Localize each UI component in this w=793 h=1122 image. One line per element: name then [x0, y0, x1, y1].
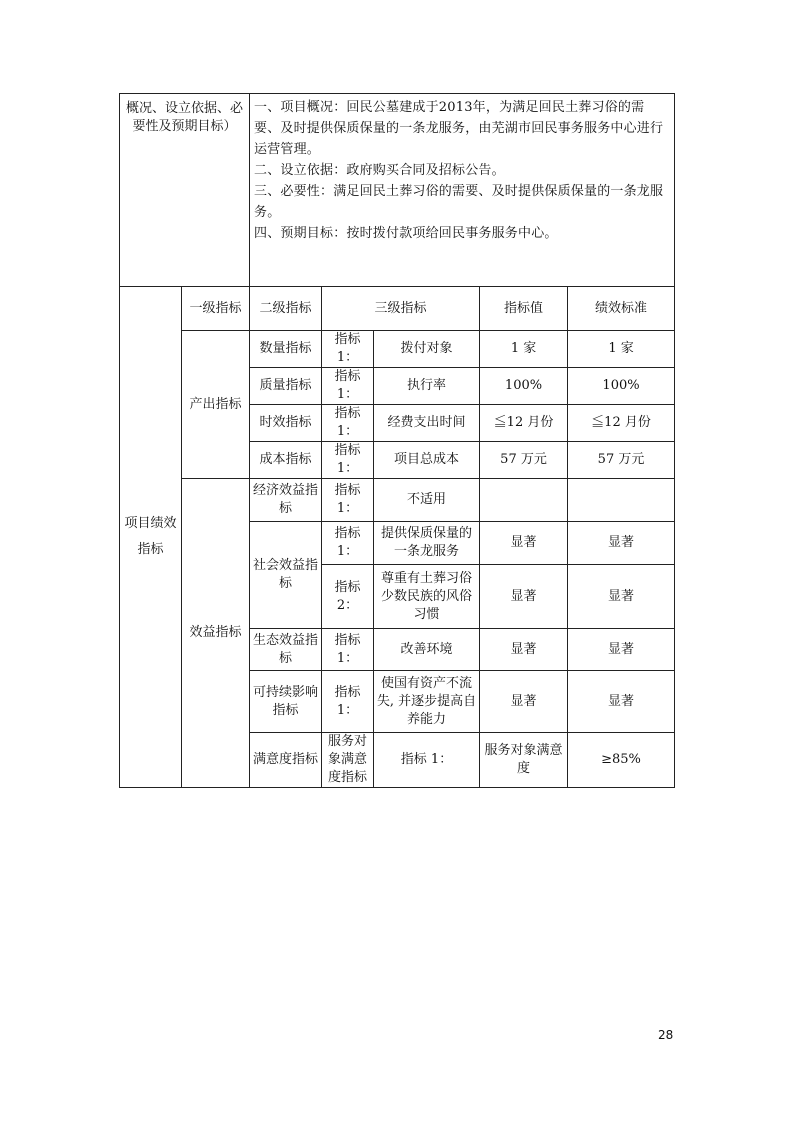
- row-l2: 经济效益指标: [250, 479, 322, 522]
- row-l2: 社会效益指标: [250, 522, 322, 629]
- overview-table: [119, 93, 675, 287]
- performance-indicator-table: [119, 286, 675, 788]
- row-l3: 不适用: [374, 479, 480, 522]
- row-l3: 经费支出时间: [374, 405, 480, 442]
- row-standard: 显著: [568, 671, 675, 733]
- row-value: 显著: [480, 565, 568, 629]
- row-idx: 指标 1：: [322, 405, 374, 442]
- header-level2: 二级指标: [250, 287, 322, 331]
- row-value: 显著: [480, 671, 568, 733]
- group-benefit: 效益指标: [182, 479, 250, 788]
- row-l3: 执行率: [374, 368, 480, 405]
- row-l2: 可持续影响指标: [250, 671, 322, 733]
- row-l2: 时效指标: [250, 405, 322, 442]
- section-label: 项目绩效指标: [120, 287, 182, 788]
- overview-label: 概况、设立依据、必要性及预期目标）: [120, 94, 250, 287]
- row-idx: 指标 1：: [322, 479, 374, 522]
- header-value: 指标值: [480, 287, 568, 331]
- overview-line: 一、项目概况：回民公墓建成于2013年，为满足回民土葬习俗的需要、及时提供保质保量的一条龙服务，由芜湖市回民事务服务中心进行运营管理。: [254, 100, 664, 157]
- row-idx: 指标 1：: [322, 629, 374, 671]
- row-value: ≦12 月份: [480, 405, 568, 442]
- row-value: 显著: [480, 522, 568, 565]
- row-l2: 服务对象满意度指标: [322, 733, 374, 788]
- row-l3: 服务对象满意度: [480, 733, 568, 788]
- row-standard: 显著: [568, 522, 675, 565]
- page-number: 28: [658, 1028, 674, 1042]
- row-l2: 数量指标: [250, 331, 322, 368]
- overview-line: 二、设立依据：政府购买合同及招标公告。: [254, 163, 505, 178]
- row-l2: 质量指标: [250, 368, 322, 405]
- overview-line: 三、必要性：满足回民土葬习俗的需要、及时提供保质保量的一条龙服务。: [254, 184, 664, 220]
- row-idx: 指标 1：: [322, 671, 374, 733]
- row-l3: 使国有资产不流失, 并逐步提高自养能力: [374, 671, 480, 733]
- row-l3: 项目总成本: [374, 442, 480, 479]
- row-standard: 显著: [568, 565, 675, 629]
- row-value: [480, 479, 568, 522]
- row-standard: ≦12 月份: [568, 405, 675, 442]
- row-standard: 1 家: [568, 331, 675, 368]
- row-value: 57 万元: [480, 442, 568, 479]
- group-satisfaction: 满意度指标: [250, 733, 322, 788]
- row-value: 1 家: [480, 331, 568, 368]
- header-standard: 绩效标准: [568, 287, 675, 331]
- row-l2: 生态效益指标: [250, 629, 322, 671]
- row-l3: 改善环境: [374, 629, 480, 671]
- header-level3: 三级指标: [322, 287, 480, 331]
- row-l3: 拨付对象: [374, 331, 480, 368]
- overview-line: 四、预期目标：按时拨付款项给回民事务服务中心。: [254, 226, 558, 241]
- row-idx: 指标 2：: [322, 565, 374, 629]
- row-value: ≥85%: [568, 733, 675, 788]
- header-level1: 一级指标: [182, 287, 250, 331]
- row-idx: 指标 1：: [322, 522, 374, 565]
- row-standard: 100%: [568, 368, 675, 405]
- row-value: 显著: [480, 629, 568, 671]
- row-idx: 指标 1：: [322, 331, 374, 368]
- row-idx: 指标 1：: [322, 368, 374, 405]
- group-output: 产出指标: [182, 331, 250, 479]
- row-idx: 指标 1：: [322, 442, 374, 479]
- overview-text: [250, 94, 675, 287]
- row-standard: [568, 479, 675, 522]
- row-value: 100%: [480, 368, 568, 405]
- row-l3: 尊重有土葬习俗少数民族的风俗习惯: [374, 565, 480, 629]
- row-standard: 57 万元: [568, 442, 675, 479]
- row-l2: 成本指标: [250, 442, 322, 479]
- row-idx: 指标 1：: [374, 733, 480, 788]
- row-l3: 提供保质保量的一条龙服务: [374, 522, 480, 565]
- row-standard: 显著: [568, 629, 675, 671]
